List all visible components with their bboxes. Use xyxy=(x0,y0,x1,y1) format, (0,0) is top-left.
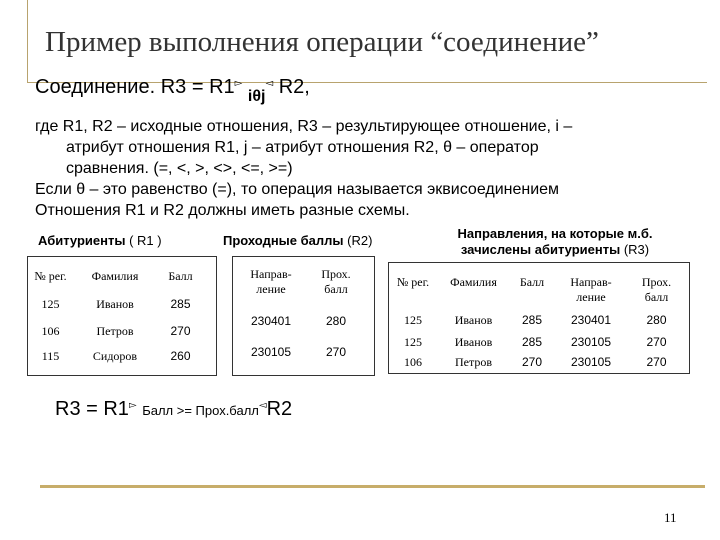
decor-bottom-line xyxy=(40,485,705,488)
join-definition xyxy=(35,76,310,105)
table2-caption-name: Проходные баллы xyxy=(223,233,344,248)
table3-cell: 230105 xyxy=(570,335,612,349)
table3-cell: 285 xyxy=(521,335,543,349)
table3-cell: 270 xyxy=(646,335,667,349)
table2-header: Направ-ление xyxy=(250,267,292,296)
table3-cell: 230401 xyxy=(570,313,612,327)
example-left-symbol: ▻ xyxy=(128,400,137,411)
table3-cell: 270 xyxy=(521,355,543,369)
join-left-symbol: ▻ xyxy=(234,78,243,89)
table3-header: Фамилия xyxy=(450,275,497,289)
join-right-symbol: ◅ xyxy=(265,78,274,89)
table1-cell: Иванов xyxy=(96,297,134,311)
table3-header: Направ-ление xyxy=(570,275,612,304)
table1-cell: 125 xyxy=(41,297,60,311)
decor-vertical-line xyxy=(27,0,28,82)
table1-cell: Сидоров xyxy=(92,349,138,363)
table2-caption-rel: (R2) xyxy=(343,233,373,248)
join-condition: iθj xyxy=(247,88,266,105)
page-number: 11 xyxy=(664,510,677,525)
table3-caption-line1: Направления, на которые м.б. xyxy=(457,226,653,241)
table2-cell: 230401 xyxy=(250,314,292,328)
explanation-line: атрибут отношения R1, j – атрибут отношения R2, θ – оператор xyxy=(66,139,539,156)
table2-cell: 280 xyxy=(325,314,347,328)
table3-cell: 125 xyxy=(404,335,422,349)
explanation-line: Отношения R1 и R2 должны иметь разные схемы. xyxy=(35,202,410,219)
table3-cell: Иванов xyxy=(454,313,493,327)
table-napravleniya xyxy=(388,262,690,374)
table3-cell: Петров xyxy=(454,355,493,369)
table3-cell: 285 xyxy=(521,313,543,327)
table2-caption xyxy=(223,233,372,248)
table3-caption xyxy=(420,226,690,258)
table1-caption xyxy=(38,233,162,248)
table3-header: Прох. балл xyxy=(641,275,672,304)
table1-caption-name: Абитуриенты xyxy=(38,233,126,248)
table3-caption-name: зачислены абитуриенты xyxy=(460,242,621,257)
table3-cell: 230105 xyxy=(570,355,612,369)
slide-title: Пример выполнения операции “соединение” xyxy=(45,26,599,58)
definition-prefix: Соединение. R3 = R1 xyxy=(35,76,235,98)
example-right-symbol: ◅ xyxy=(258,400,267,411)
table1-cell: Петров xyxy=(96,324,134,338)
example-suffix: R2 xyxy=(266,398,293,420)
table2-header: Прох. балл xyxy=(321,267,351,296)
explanation-line: где R1, R2 – исходные отношения, R3 – результирующее отношение, i – xyxy=(35,118,573,135)
definition-suffix: R2, xyxy=(273,76,310,98)
join-example xyxy=(55,398,292,421)
table1-cell: 260 xyxy=(170,349,191,363)
table3-header: № рег. xyxy=(396,275,430,289)
table3-cell: Иванов xyxy=(454,335,493,349)
table-prokhodnye-bally xyxy=(232,256,375,376)
table2-cell: 230105 xyxy=(250,345,292,359)
table1-cell: 285 xyxy=(170,297,191,311)
table1-header: Фамилия xyxy=(91,269,139,283)
table1-caption-rel: ( R1 ) xyxy=(125,233,162,248)
example-prefix: R3 = R1 xyxy=(55,398,129,420)
table3-cell: 106 xyxy=(404,355,422,369)
table-abiturienty xyxy=(27,256,217,376)
example-condition: Балл >= Прох.балл xyxy=(142,403,259,418)
table1-cell: 270 xyxy=(170,324,191,338)
table1-cell: 115 xyxy=(41,349,60,363)
table3-header: Балл xyxy=(519,275,545,289)
table3-cell: 125 xyxy=(404,313,422,327)
table1-cell: 106 xyxy=(41,324,60,338)
table3-cell: 280 xyxy=(646,313,667,327)
explanation-line: сравнения. (=, <, >, <>, <=, >=) xyxy=(66,160,293,177)
table2-cell: 270 xyxy=(325,345,347,359)
table3-caption-rel: (R3) xyxy=(620,242,650,257)
table1-header: № рег. xyxy=(34,269,67,283)
table3-cell: 270 xyxy=(646,355,667,369)
explanation-line: Если θ – это равенство (=), то операция называется эквисоединением xyxy=(35,181,560,198)
table1-header: Балл xyxy=(168,269,193,283)
